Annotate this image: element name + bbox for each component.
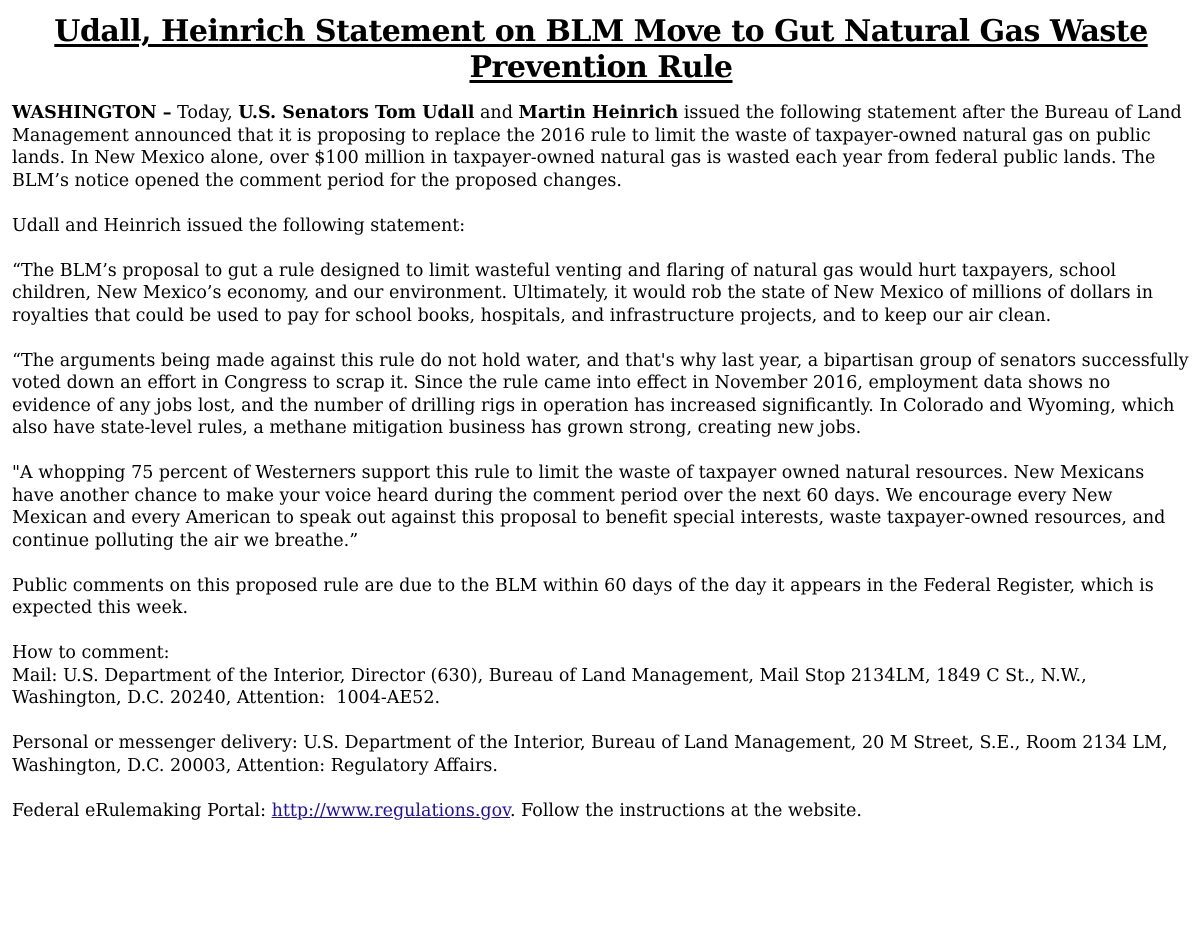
quote-paragraph-3: "A whopping 75 percent of Westerners support this rule to limit the waste of taxpayer owned natural resources. New Mexicans have another chance to make your voice heard during the comment period over the next 60 days. We encourage every New Mexican and every American to speak out against this proposal to benefit special interests, waste taxpayer-owned resources, and continue polluting the air we breathe.” [12,463,1166,551]
how-to-comment-heading: How to comment: [12,643,170,663]
quote-paragraph-2: “The arguments being made against this rule do not hold water, and that's why last year, a bipartisan group of senators successfully voted down an effort in Congress to scrap it. Since the rule came into effect in November 2016, employment data shows no evidence of any jobs lost, and the number of drilling rigs in operation has increased significantly. In Colorado and Wyoming, which also have state-level rules, a methane mitigation business has grown strong, creating new jobs. [12,350,1189,438]
portal-trailing: . Follow the instructions at the website. [509,800,862,821]
senator-heinrich: Martin Heinrich [518,103,679,123]
mail-instructions: Mail: U.S. Department of the Interior, Director (630), Bureau of Land Management, Mail Stop 2134LM, 1849 C St., N.W., Washington, D.C. 20240, Attention: 1004-AE52. [12,665,1087,708]
page-title: Udall, Heinrich Statement on BLM Move to Gut Natural Gas Waste Prevention Rule [54,14,1148,85]
delivery-instructions: Personal or messenger delivery: U.S. Department of the Interior, Bureau of Land Management, 20 M Street, S.E., Room 2134 LM, Washington, D.C. 20003, Attention: Regulatory Affairs. [12,733,1168,776]
dateline: WASHINGTON – [12,103,172,123]
press-release-body [12,102,1190,822]
portal-paragraph [12,800,1190,823]
portal-label: Federal eRulemaking Portal: [12,800,272,821]
regulations-gov-link[interactable]: http://www.regulations.gov [271,800,510,821]
intro-text-1: Today, [171,103,239,123]
public-comments-paragraph: Public comments on this proposed rule are due to the BLM within 60 days of the day it appears in the Federal Register, which is expected this week. [12,575,1154,618]
intro-text-3: issued the following statement after the Bureau of Land Management announced that it is proposing to replace the 2016 rule to limit the waste of taxpayer-owned natural gas on public lands. In New Mexico alone, over $100 million in taxpayer-owned natural gas is wasted each year from federal public lands. The BLM’s notice opened the comment period for the proposed changes. [12,103,1182,191]
intro-paragraph [12,102,1190,192]
quote-paragraph-1: “The BLM’s proposal to gut a rule designed to limit wasteful venting and flaring of natural gas would hurt taxpayers, school children, New Mexico’s economy, and our environment. Ultimately, it would rob the state of New Mexico of millions of dollars in royalties that could be used to pay for school books, hospitals, and infrastructure projects, and to keep our air clean. [12,260,1153,326]
statement-intro-paragraph: Udall and Heinrich issued the following statement: [12,215,466,236]
senator-udall: U.S. Senators Tom Udall [238,103,475,123]
intro-text-2: and [474,103,519,123]
